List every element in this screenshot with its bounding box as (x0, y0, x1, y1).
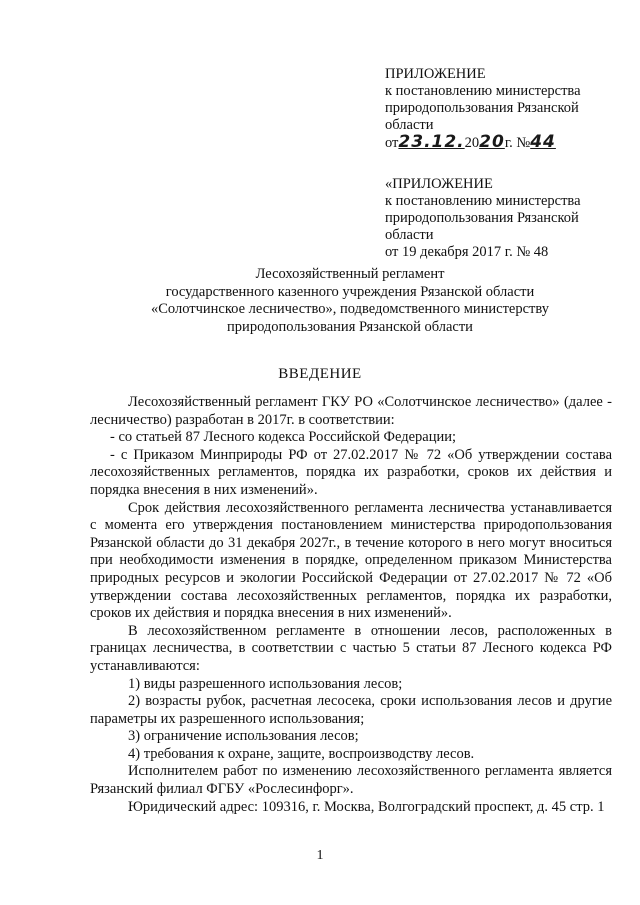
appendix-new-line-3: области (385, 117, 434, 133)
paragraph-executor: Исполнителем работ по изменению лесохозяйственного регламента является Рязанский филиал ФГБУ «Рослесинфорг». (90, 763, 612, 798)
paragraph-validity: Срок действия лесохозяйственного регламента лесничества устанавливается с момента его утверждения постановлением министерства природопользования Рязанской области до 31 декабря 2027г., в течение которого в него могут вноситься при необходимости изменения в порядке, определенном приказом Министерства природных ресурсов и экологии Российской Федерации от 27.02.2017 № 72 «Об утверждении состава лесохозяйственных регламентов, порядка их разработки, сроков их действия и порядка внесения в них изменений». (90, 499, 612, 622)
paragraph-established: В лесохозяйственном регламенте в отношении лесов, расположенных в границах лесничества, в соответствии с частью 5 статьи 87 Лесного кодекса РФ устанавливаются: (90, 622, 612, 674)
section-title: ВВЕДЕНИЕ (278, 366, 362, 382)
number-sign: № (516, 135, 531, 151)
appendix-new-line-1: к постановлению министерства (385, 83, 581, 99)
paragraph-address: Юридический адрес: 109316, г. Москва, Волгоградский проспект, д. 45 стр. 1 (128, 798, 605, 815)
appendix-old-date-line: от 19 декабря 2017 г. № 48 (385, 244, 549, 260)
date-g: г. (504, 135, 513, 151)
document-title-line-1: Лесохозяйственный регламент (255, 266, 445, 282)
appendix-new-block (385, 66, 615, 152)
appendix-old-line-1: к постановлению министерства (385, 193, 581, 209)
document-title-line-3: «Солотчинское лесничество», подведомственного министерству (151, 301, 549, 317)
appendix-old-block (385, 176, 615, 261)
date-year-prefix: 20 (464, 135, 480, 151)
list-item-1: 1) виды разрешенного использования лесов; (128, 675, 403, 692)
list-item-4: 4) требования к охране, защите, воспроизводству лесов. (128, 745, 475, 762)
page-number: 1 (316, 848, 324, 863)
appendix-old-line-3: области (385, 227, 434, 243)
handwritten-date: 23.12. (398, 132, 465, 152)
list-item-3: 3) ограничение использования лесов; (128, 728, 359, 745)
document-title (90, 266, 610, 336)
handwritten-year: 20 (479, 132, 505, 152)
list-item-2: 2) возрасты рубок, расчетная лесосека, сроки использования лесов и другие параметры их разрешенного использования; (90, 693, 612, 727)
appendix-new-title: ПРИЛОЖЕНИЕ (385, 66, 486, 82)
date-prefix: от (385, 135, 399, 151)
handwritten-number: 44 (530, 132, 556, 152)
paragraph-intro: Лесохозяйственный регламент ГКУ РО «Солотчинское лесничество» (далее - лесничество) разработан в 2017г. в соответствии: (90, 394, 612, 428)
document-title-line-4: природопользования Рязанской области (227, 318, 473, 335)
appendix-old-title: «ПРИЛОЖЕНИЕ (385, 176, 493, 192)
document-body (90, 394, 612, 816)
paragraph-basis-1: - со статьей 87 Лесного кодекса Российской Федерации; (110, 429, 457, 446)
appendix-new-date-line (385, 134, 615, 152)
appendix-old-line-2: природопользования Рязанской (385, 210, 579, 226)
appendix-new-line-2: природопользования Рязанской (385, 100, 579, 116)
paragraph-basis-2: - с Приказом Минприроды РФ от 27.02.2017 № 72 «Об утверждении состава лесохозяйственных регламентов, порядка их разработки, сроков их действия и порядка внесения в них изменений». (90, 446, 612, 498)
document-title-line-2: государственного казенного учреждения Рязанской области (165, 283, 535, 300)
